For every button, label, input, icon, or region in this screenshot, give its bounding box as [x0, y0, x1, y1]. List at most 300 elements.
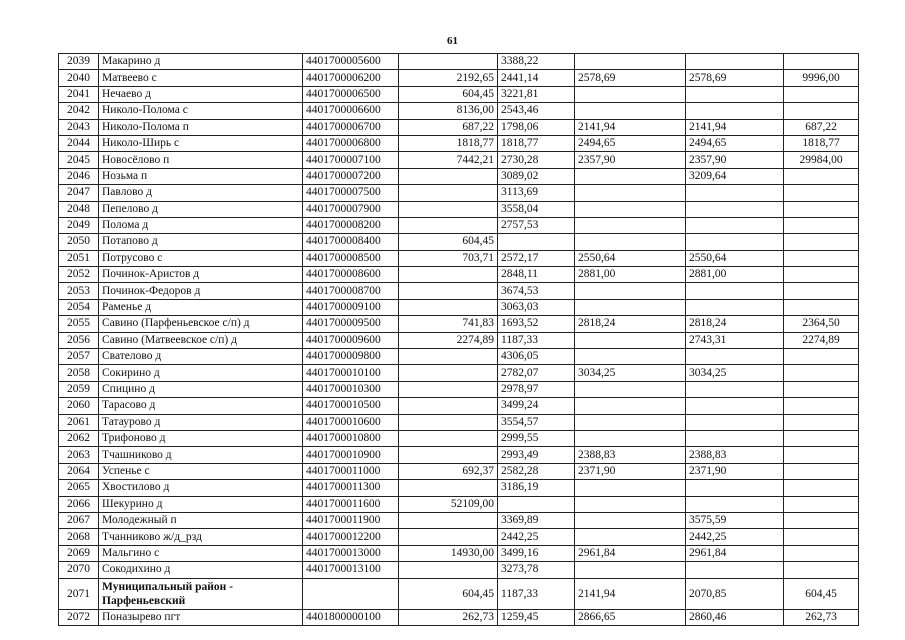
value-cell-5 [784, 250, 859, 266]
oktmo-code-cell: 4401700010300 [303, 381, 399, 397]
settlement-name-cell: Мальгино с [99, 545, 303, 561]
row-number-cell: 2053 [59, 283, 99, 299]
value-cell-4 [686, 398, 784, 414]
value-cell-5 [784, 185, 859, 201]
value-cell-2: 1818,77 [498, 135, 575, 151]
value-cell-3 [575, 414, 686, 430]
page-number: 61 [447, 35, 458, 47]
value-cell-5: 604,45 [784, 578, 859, 609]
value-cell-1 [399, 529, 498, 545]
value-cell-2: 3089,02 [498, 168, 575, 184]
value-cell-5 [784, 480, 859, 496]
settlement-name-cell: Тчашниково д [99, 447, 303, 463]
row-number-cell: 2056 [59, 332, 99, 348]
value-cell-1 [399, 217, 498, 233]
value-cell-3 [575, 430, 686, 446]
table-body [59, 54, 859, 626]
settlement-name-cell: Савино (Матвеевское с/п) д [99, 332, 303, 348]
row-number-cell: 2046 [59, 168, 99, 184]
value-cell-3: 2550,64 [575, 250, 686, 266]
value-cell-5: 1818,77 [784, 135, 859, 151]
value-cell-5 [784, 529, 859, 545]
value-cell-1 [399, 381, 498, 397]
row-number-cell: 2039 [59, 54, 99, 70]
value-cell-1 [399, 185, 498, 201]
oktmo-code-cell: 4401700005600 [303, 54, 399, 70]
value-cell-1 [399, 414, 498, 430]
value-cell-3: 2818,24 [575, 316, 686, 332]
value-cell-2: 2730,28 [498, 152, 575, 168]
row-number-cell: 2040 [59, 70, 99, 86]
value-cell-1 [399, 201, 498, 217]
settlement-name-cell: Потрусово с [99, 250, 303, 266]
value-cell-4: 2961,84 [686, 545, 784, 561]
row-number-cell: 2063 [59, 447, 99, 463]
row-number-cell: 2060 [59, 398, 99, 414]
table-row [59, 332, 859, 348]
table-row [59, 430, 859, 446]
table-row [59, 86, 859, 102]
settlement-name-cell: Сокодихино д [99, 562, 303, 578]
table-row [59, 578, 859, 609]
row-number-cell: 2047 [59, 185, 99, 201]
row-number-cell: 2064 [59, 463, 99, 479]
oktmo-code-cell: 4401700008200 [303, 217, 399, 233]
value-cell-4 [686, 217, 784, 233]
settlement-name-cell: Пепелово д [99, 201, 303, 217]
value-cell-1: 692,37 [399, 463, 498, 479]
value-cell-5: 2364,50 [784, 316, 859, 332]
oktmo-code-cell: 4401800000100 [303, 609, 399, 625]
value-cell-4 [686, 234, 784, 250]
value-cell-5 [784, 267, 859, 283]
value-cell-2: 2572,17 [498, 250, 575, 266]
value-cell-5 [784, 562, 859, 578]
value-cell-3 [575, 332, 686, 348]
settlement-name-cell: Молодежный п [99, 512, 303, 528]
settlement-name-cell: Николо-Полома с [99, 103, 303, 119]
row-number-cell: 2072 [59, 609, 99, 625]
value-cell-1 [399, 349, 498, 365]
table-row [59, 152, 859, 168]
value-cell-4: 3209,64 [686, 168, 784, 184]
value-cell-4: 2550,64 [686, 250, 784, 266]
table-row [59, 365, 859, 381]
table-row [59, 545, 859, 561]
value-cell-1 [399, 283, 498, 299]
row-number-cell: 2069 [59, 545, 99, 561]
value-cell-5 [784, 86, 859, 102]
oktmo-code-cell: 4401700008400 [303, 234, 399, 250]
row-number-cell: 2052 [59, 267, 99, 283]
row-number-cell: 2048 [59, 201, 99, 217]
settlement-name-cell: Поназырево пгт [99, 609, 303, 625]
oktmo-code-cell: 4401700013100 [303, 562, 399, 578]
oktmo-code-cell: 4401700010800 [303, 430, 399, 446]
value-cell-1 [399, 430, 498, 446]
value-cell-5 [784, 447, 859, 463]
value-cell-2: 1187,33 [498, 332, 575, 348]
value-cell-3 [575, 381, 686, 397]
value-cell-3: 2371,90 [575, 463, 686, 479]
value-cell-2: 2757,53 [498, 217, 575, 233]
table-row [59, 299, 859, 315]
oktmo-code-cell: 4401700008700 [303, 283, 399, 299]
oktmo-code-cell: 4401700010500 [303, 398, 399, 414]
row-number-cell: 2062 [59, 430, 99, 446]
value-cell-2: 2999,55 [498, 430, 575, 446]
table-row [59, 119, 859, 135]
value-cell-3 [575, 54, 686, 70]
value-cell-4: 3575,59 [686, 512, 784, 528]
oktmo-code-cell: 4401700007900 [303, 201, 399, 217]
value-cell-5 [784, 414, 859, 430]
table-row [59, 529, 859, 545]
table-row [59, 185, 859, 201]
value-cell-1: 741,83 [399, 316, 498, 332]
table-row [59, 414, 859, 430]
value-cell-4 [686, 185, 784, 201]
table-row [59, 349, 859, 365]
value-cell-1: 604,45 [399, 234, 498, 250]
value-cell-4: 2494,65 [686, 135, 784, 151]
table-row [59, 54, 859, 70]
value-cell-5 [784, 381, 859, 397]
table-row [59, 381, 859, 397]
settlement-name-cell: Муниципальный район - Парфеньевский [99, 578, 303, 609]
value-cell-2: 1693,52 [498, 316, 575, 332]
oktmo-code-cell: 4401700009100 [303, 299, 399, 315]
table-row [59, 217, 859, 233]
table-row [59, 168, 859, 184]
value-cell-2: 3186,19 [498, 480, 575, 496]
table-row [59, 234, 859, 250]
value-cell-5: 29984,00 [784, 152, 859, 168]
value-cell-4: 2070,85 [686, 578, 784, 609]
oktmo-code-cell: 4401700009500 [303, 316, 399, 332]
value-cell-1: 703,71 [399, 250, 498, 266]
value-cell-5: 2274,89 [784, 332, 859, 348]
value-cell-1: 262,73 [399, 609, 498, 625]
value-cell-4 [686, 283, 784, 299]
value-cell-2: 3558,04 [498, 201, 575, 217]
settlement-name-cell: Потапово д [99, 234, 303, 250]
value-cell-3: 2494,65 [575, 135, 686, 151]
value-cell-2: 2441,14 [498, 70, 575, 86]
value-cell-4 [686, 562, 784, 578]
row-number-cell: 2058 [59, 365, 99, 381]
value-cell-3: 3034,25 [575, 365, 686, 381]
table-row [59, 283, 859, 299]
value-cell-4 [686, 299, 784, 315]
row-number-cell: 2067 [59, 512, 99, 528]
value-cell-1: 2192,65 [399, 70, 498, 86]
table-row [59, 250, 859, 266]
oktmo-code-cell: 4401700011000 [303, 463, 399, 479]
value-cell-3 [575, 103, 686, 119]
value-cell-1 [399, 562, 498, 578]
value-cell-3: 2866,65 [575, 609, 686, 625]
value-cell-3: 2578,69 [575, 70, 686, 86]
settlement-name-cell: Шекурино д [99, 496, 303, 512]
settlement-name-cell: Николо-Ширь с [99, 135, 303, 151]
value-cell-3: 2881,00 [575, 267, 686, 283]
row-number-cell: 2068 [59, 529, 99, 545]
settlement-name-cell: Сокирино д [99, 365, 303, 381]
row-number-cell: 2042 [59, 103, 99, 119]
oktmo-code-cell: 4401700011600 [303, 496, 399, 512]
value-cell-2 [498, 234, 575, 250]
value-cell-5 [784, 349, 859, 365]
value-cell-1 [399, 299, 498, 315]
settlement-name-cell: Трифоново д [99, 430, 303, 446]
value-cell-3 [575, 283, 686, 299]
value-cell-2: 2582,28 [498, 463, 575, 479]
value-cell-2: 2993,49 [498, 447, 575, 463]
value-cell-2: 3499,16 [498, 545, 575, 561]
settlement-name-cell: Успенье с [99, 463, 303, 479]
value-cell-3 [575, 349, 686, 365]
value-cell-5 [784, 496, 859, 512]
settlement-name-cell: Матвеево с [99, 70, 303, 86]
value-cell-1: 52109,00 [399, 496, 498, 512]
row-number-cell: 2066 [59, 496, 99, 512]
value-cell-3: 2961,84 [575, 545, 686, 561]
table-row [59, 103, 859, 119]
value-cell-3: 2388,83 [575, 447, 686, 463]
value-cell-1 [399, 480, 498, 496]
oktmo-code-cell: 4401700006500 [303, 86, 399, 102]
value-cell-4 [686, 414, 784, 430]
value-cell-4 [686, 86, 784, 102]
value-cell-1: 2274,89 [399, 332, 498, 348]
oktmo-code-cell: 4401700011900 [303, 512, 399, 528]
value-cell-4: 2881,00 [686, 267, 784, 283]
settlement-name-cell: Нечаево д [99, 86, 303, 102]
value-cell-5 [784, 545, 859, 561]
oktmo-code-cell [303, 578, 399, 609]
settlement-name-cell: Раменье д [99, 299, 303, 315]
table-row [59, 562, 859, 578]
table-row [59, 398, 859, 414]
value-cell-5 [784, 398, 859, 414]
value-cell-3 [575, 86, 686, 102]
value-cell-3: 2141,94 [575, 119, 686, 135]
value-cell-1: 8136,00 [399, 103, 498, 119]
value-cell-3: 2141,94 [575, 578, 686, 609]
value-cell-3 [575, 512, 686, 528]
value-cell-5 [784, 365, 859, 381]
value-cell-2: 3674,53 [498, 283, 575, 299]
oktmo-code-cell: 4401700006800 [303, 135, 399, 151]
row-number-cell: 2044 [59, 135, 99, 151]
value-cell-1: 1818,77 [399, 135, 498, 151]
value-cell-2: 2978,97 [498, 381, 575, 397]
value-cell-5: 687,22 [784, 119, 859, 135]
value-cell-5 [784, 283, 859, 299]
row-number-cell: 2054 [59, 299, 99, 315]
settlement-name-cell: Макарино д [99, 54, 303, 70]
row-number-cell: 2057 [59, 349, 99, 365]
value-cell-2: 2543,46 [498, 103, 575, 119]
settlement-name-cell: Починок-Федоров д [99, 283, 303, 299]
oktmo-code-cell: 4401700007100 [303, 152, 399, 168]
value-cell-1: 604,45 [399, 578, 498, 609]
value-cell-4: 3034,25 [686, 365, 784, 381]
oktmo-code-cell: 4401700010900 [303, 447, 399, 463]
oktmo-code-cell: 4401700008600 [303, 267, 399, 283]
oktmo-code-cell: 4401700008500 [303, 250, 399, 266]
value-cell-1 [399, 512, 498, 528]
value-cell-4 [686, 103, 784, 119]
value-cell-4 [686, 381, 784, 397]
table-row [59, 609, 859, 625]
settlement-name-cell: Тчанниково ж/д_рзд [99, 529, 303, 545]
value-cell-2: 3221,81 [498, 86, 575, 102]
value-cell-2: 3273,78 [498, 562, 575, 578]
value-cell-1 [399, 365, 498, 381]
oktmo-code-cell: 4401700007200 [303, 168, 399, 184]
value-cell-2: 3063,03 [498, 299, 575, 315]
value-cell-3 [575, 185, 686, 201]
value-cell-5 [784, 299, 859, 315]
value-cell-4 [686, 349, 784, 365]
value-cell-1: 687,22 [399, 119, 498, 135]
value-cell-2: 3499,24 [498, 398, 575, 414]
value-cell-3: 2357,90 [575, 152, 686, 168]
table-row [59, 463, 859, 479]
settlement-name-cell: Савино (Парфеньевское с/п) д [99, 316, 303, 332]
table-row [59, 316, 859, 332]
value-cell-5 [784, 201, 859, 217]
value-cell-4: 2141,94 [686, 119, 784, 135]
value-cell-1: 7442,21 [399, 152, 498, 168]
oktmo-code-cell: 4401700009600 [303, 332, 399, 348]
oktmo-code-cell: 4401700009800 [303, 349, 399, 365]
settlement-name-cell: Полома д [99, 217, 303, 233]
settlement-name-cell: Татаурово д [99, 414, 303, 430]
settlement-name-cell: Хвостилово д [99, 480, 303, 496]
row-number-cell: 2050 [59, 234, 99, 250]
settlement-name-cell: Спицино д [99, 381, 303, 397]
value-cell-1 [399, 447, 498, 463]
oktmo-code-cell: 4401700010100 [303, 365, 399, 381]
table-row [59, 135, 859, 151]
value-cell-3 [575, 496, 686, 512]
value-cell-3 [575, 398, 686, 414]
row-number-cell: 2059 [59, 381, 99, 397]
oktmo-code-cell: 4401700006600 [303, 103, 399, 119]
value-cell-4: 2578,69 [686, 70, 784, 86]
value-cell-4: 2860,46 [686, 609, 784, 625]
value-cell-2: 3554,57 [498, 414, 575, 430]
row-number-cell: 2071 [59, 578, 99, 609]
value-cell-1: 604,45 [399, 86, 498, 102]
table-row [59, 480, 859, 496]
value-cell-2: 2848,11 [498, 267, 575, 283]
value-cell-1 [399, 267, 498, 283]
value-cell-4 [686, 430, 784, 446]
row-number-cell: 2070 [59, 562, 99, 578]
value-cell-1 [399, 54, 498, 70]
value-cell-2: 1798,06 [498, 119, 575, 135]
value-cell-3 [575, 299, 686, 315]
value-cell-3 [575, 217, 686, 233]
value-cell-2: 3113,69 [498, 185, 575, 201]
value-cell-2: 1259,45 [498, 609, 575, 625]
settlement-name-cell: Тарасово д [99, 398, 303, 414]
settlement-name-cell: Нозьма п [99, 168, 303, 184]
value-cell-2 [498, 496, 575, 512]
oktmo-code-cell: 4401700011300 [303, 480, 399, 496]
oktmo-code-cell: 4401700006200 [303, 70, 399, 86]
value-cell-4 [686, 201, 784, 217]
value-cell-2: 2442,25 [498, 529, 575, 545]
value-cell-4 [686, 54, 784, 70]
value-cell-2: 3388,22 [498, 54, 575, 70]
value-cell-3 [575, 168, 686, 184]
value-cell-5 [784, 54, 859, 70]
row-number-cell: 2043 [59, 119, 99, 135]
value-cell-3 [575, 201, 686, 217]
row-number-cell: 2041 [59, 86, 99, 102]
row-number-cell: 2061 [59, 414, 99, 430]
row-number-cell: 2055 [59, 316, 99, 332]
table-row [59, 201, 859, 217]
table-row [59, 267, 859, 283]
value-cell-5 [784, 168, 859, 184]
value-cell-5 [784, 512, 859, 528]
value-cell-5 [784, 430, 859, 446]
value-cell-5 [784, 234, 859, 250]
value-cell-4: 2388,83 [686, 447, 784, 463]
value-cell-5 [784, 103, 859, 119]
oktmo-code-cell: 4401700006700 [303, 119, 399, 135]
settlement-name-cell: Новосёлово п [99, 152, 303, 168]
value-cell-2: 2782,07 [498, 365, 575, 381]
table-row [59, 496, 859, 512]
oktmo-code-cell: 4401700010600 [303, 414, 399, 430]
table-row [59, 512, 859, 528]
value-cell-2: 4306,05 [498, 349, 575, 365]
settlement-name-cell: Павлово д [99, 185, 303, 201]
settlement-name-cell: Николо-Полома п [99, 119, 303, 135]
value-cell-5: 9996,00 [784, 70, 859, 86]
table-row [59, 447, 859, 463]
value-cell-4 [686, 480, 784, 496]
value-cell-3 [575, 562, 686, 578]
value-cell-1: 14930,00 [399, 545, 498, 561]
tariff-table [58, 53, 859, 626]
row-number-cell: 2045 [59, 152, 99, 168]
value-cell-5 [784, 463, 859, 479]
row-number-cell: 2049 [59, 217, 99, 233]
oktmo-code-cell: 4401700012200 [303, 529, 399, 545]
oktmo-code-cell: 4401700013000 [303, 545, 399, 561]
value-cell-4 [686, 496, 784, 512]
value-cell-4: 2371,90 [686, 463, 784, 479]
value-cell-3 [575, 234, 686, 250]
value-cell-2: 1187,33 [498, 578, 575, 609]
value-cell-4: 2818,24 [686, 316, 784, 332]
row-number-cell: 2051 [59, 250, 99, 266]
value-cell-4: 2357,90 [686, 152, 784, 168]
value-cell-1 [399, 168, 498, 184]
value-cell-2: 3369,89 [498, 512, 575, 528]
table-row [59, 70, 859, 86]
row-number-cell: 2065 [59, 480, 99, 496]
oktmo-code-cell: 4401700007500 [303, 185, 399, 201]
